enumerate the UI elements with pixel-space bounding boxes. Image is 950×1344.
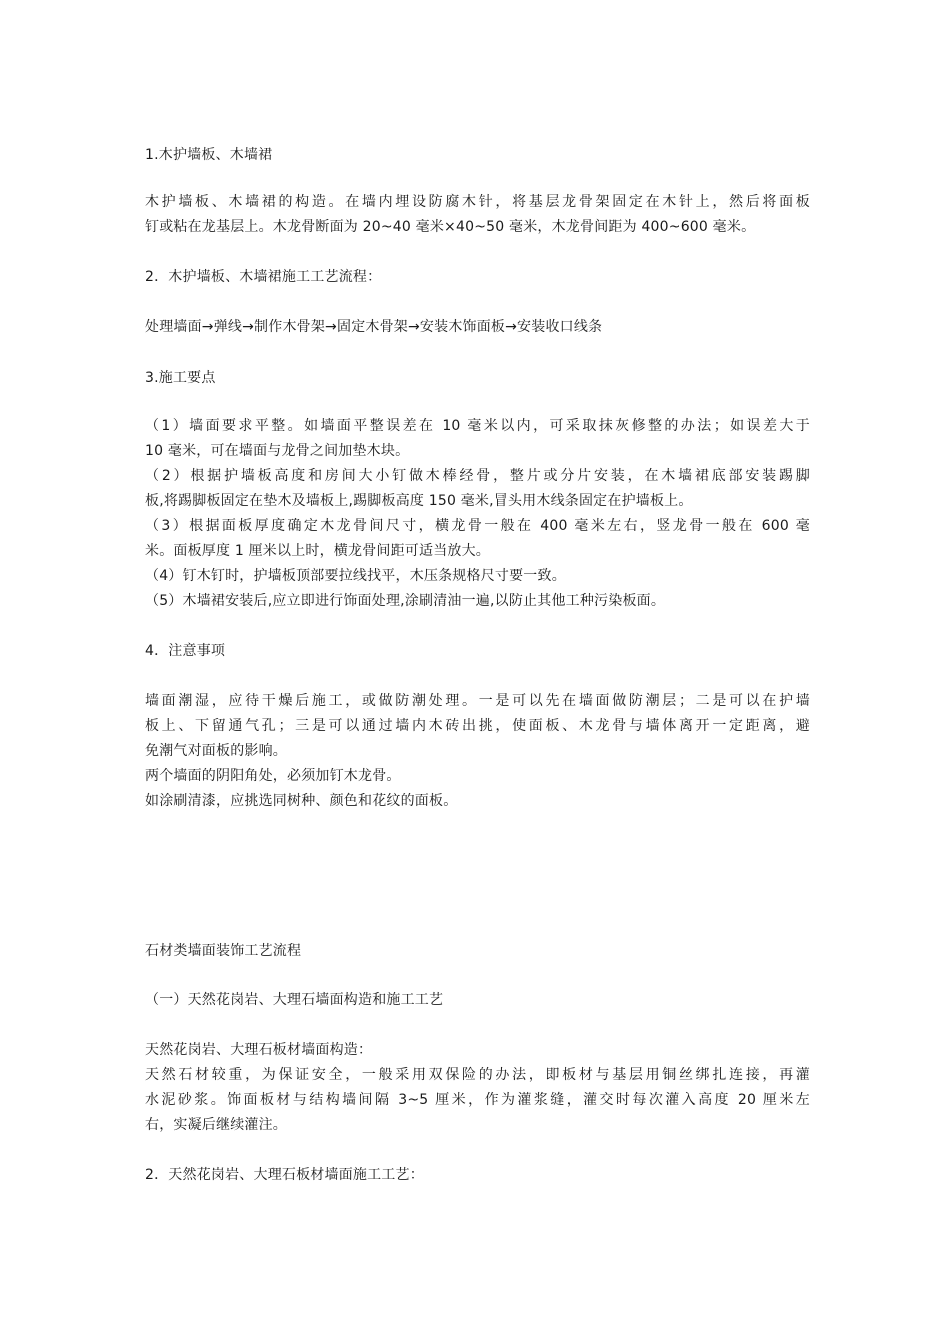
section3-heading: 3.施工要点 — [145, 370, 216, 386]
section1-heading: 1.木护墙板、木墙裙 — [145, 147, 273, 163]
section3-line-1: （1）墙面要求平整。如墙面平整误差在 10 毫米以内，可采取抹灰修整的办法；如误差大于 — [145, 418, 810, 434]
section4-line-3: 免潮气对面板的影响。 — [145, 743, 287, 759]
section2-heading: 2．木护墙板、木墙裙施工工艺流程： — [145, 269, 382, 285]
stone-line-3: 水泥砂浆。饰面板材与结构墙间隔 3~5 厘米，作为灌浆缝，灌交时每次灌入高度 20 厘米左 — [145, 1092, 810, 1108]
section1-desc-line-2: 钉或粘在龙基层上。木龙骨断面为 20~40 毫米×40~50 毫米，木龙骨间距为 400~600 毫米。 — [145, 219, 756, 235]
section4-line-4: 两个墙面的阴阳角处，必须加钉木龙骨。 — [145, 768, 401, 784]
stone-heading-2: 2．天然花岗岩、大理石板材墙面施工工艺： — [145, 1167, 424, 1183]
section3-line-2: 10 毫米，可在墙面与龙骨之间加垫木块。 — [145, 443, 410, 459]
stone-line-1: 天然花岗岩、大理石板材墙面构造： — [145, 1042, 373, 1058]
stone-sub-heading: （一）天然花岗岩、大理石墙面构造和施工工艺 — [145, 992, 444, 1008]
section3-line-8: （5）木墙裙安装后,应立即进行饰面处理,涂刷清油一遍,以防止其他工种污染板面。 — [145, 593, 666, 609]
section3-line-5: （3）根据面板厚度确定木龙骨间尺寸，横龙骨一般在 400 毫米左右，竖龙骨一般在 600 毫 — [145, 518, 810, 534]
section3-line-6: 米。面板厚度 1 厘米以上时，横龙骨间距可适当放大。 — [145, 543, 491, 559]
section3-line-3: （2）根据护墙板高度和房间大小钉做木棒经骨，整片或分片安装，在木墙裙底部安装踢脚 — [145, 468, 810, 484]
section3-line-7: （4）钉木钉时，护墙板顶部要拉线找平，木压条规格尺寸要一致。 — [145, 568, 566, 584]
section4-heading: 4．注意事项 — [145, 643, 226, 659]
stone-line-4: 右，实凝后继续灌注。 — [145, 1117, 287, 1133]
section1-desc-line-1: 木护墙板、木墙裙的构造。在墙内埋设防腐木针，将基层龙骨架固定在木针上，然后将面板 — [145, 194, 810, 210]
section3-line-4: 板,将踢脚板固定在垫木及墙板上,踢脚板高度 150 毫米,冒头用木线条固定在护墙板上。 — [145, 493, 693, 509]
process-flow: 处理墙面→弹线→制作木骨架→固定木骨架→安装木饰面板→安装收口线条 — [145, 319, 603, 335]
section4-line-5: 如涂刷清漆，应挑选同树种、颜色和花纹的面板。 — [145, 793, 458, 809]
section4-line-1: 墙面潮湿，应待干燥后施工，或做防潮处理。一是可以先在墙面做防潮层；二是可以在护墙 — [145, 693, 810, 709]
section4-line-2: 板上、下留通气孔；三是可以通过墙内木砖出挑，使面板、木龙骨与墙体离开一定距离，避 — [145, 718, 810, 734]
stone-title: 石材类墙面装饰工艺流程 — [145, 943, 302, 959]
stone-line-2: 天然石材较重，为保证安全，一般采用双保险的办法，即板材与基层用铜丝绑扎连接，再灌 — [145, 1067, 810, 1083]
